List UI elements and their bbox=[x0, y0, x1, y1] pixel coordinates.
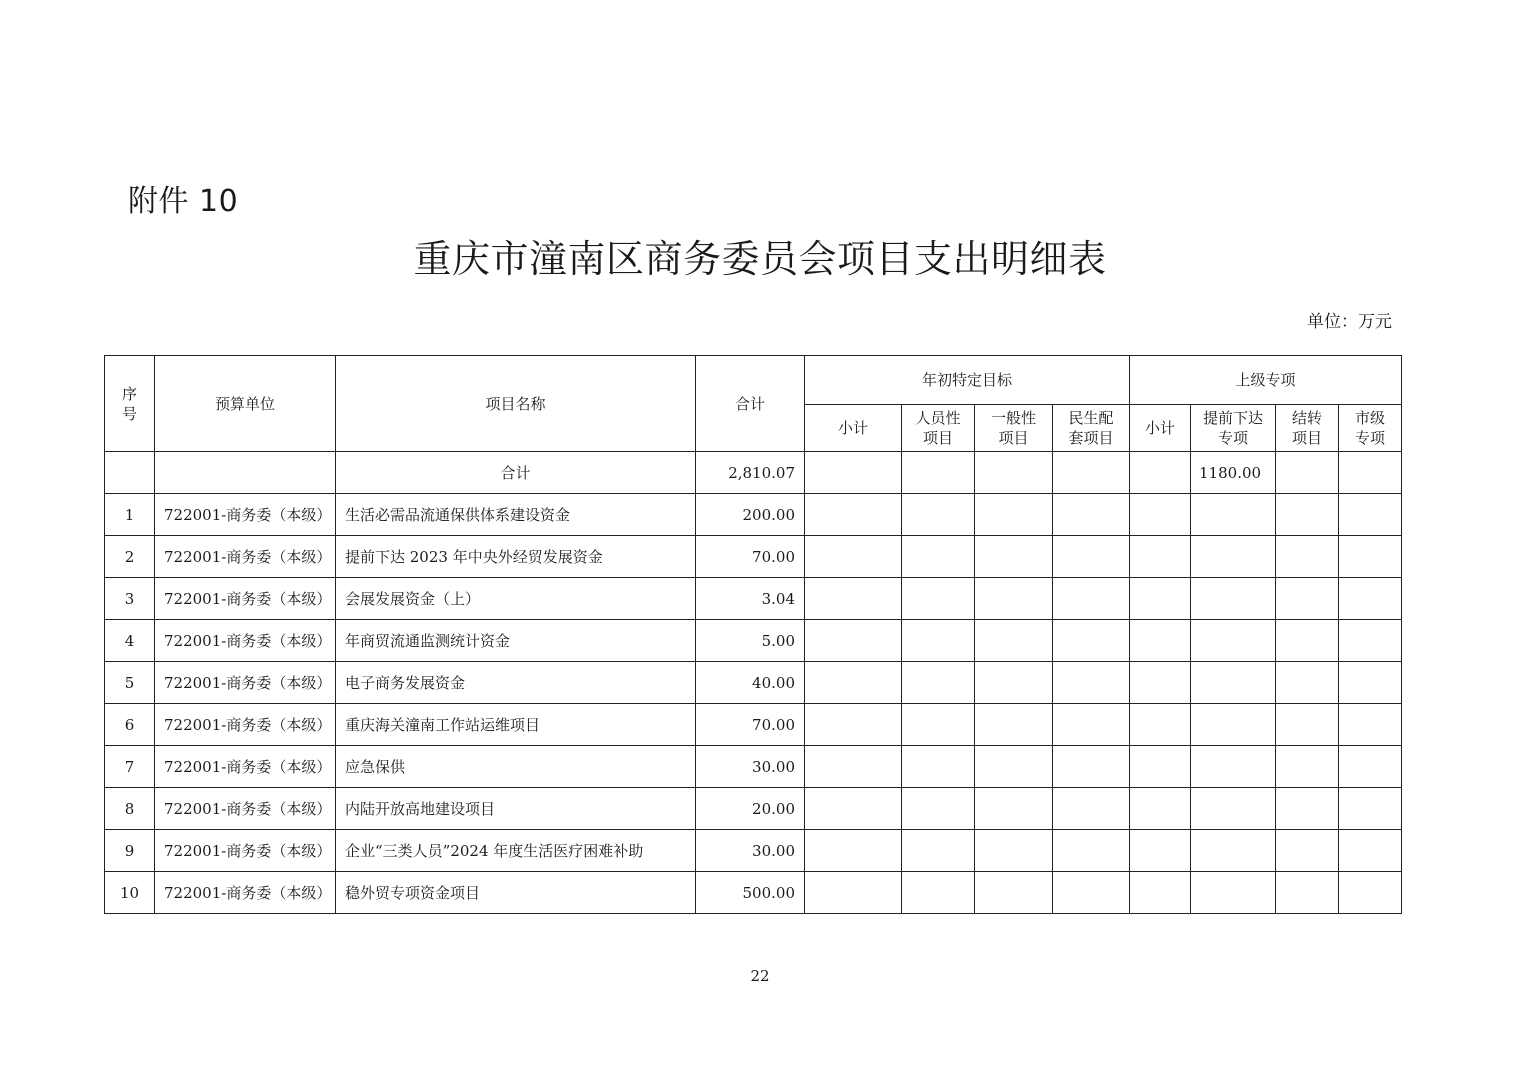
row-a-livelihood bbox=[1053, 872, 1130, 914]
row-a-subtotal bbox=[805, 620, 902, 662]
row-b-city bbox=[1339, 662, 1402, 704]
row-b-advance bbox=[1191, 704, 1276, 746]
row-b-city bbox=[1339, 872, 1402, 914]
row-project: 年商贸流通监测统计资金 bbox=[336, 620, 696, 662]
row-b-carryover bbox=[1276, 746, 1339, 788]
row-a-subtotal bbox=[805, 788, 902, 830]
row-a-general bbox=[975, 872, 1053, 914]
attachment-label: 附件 10 bbox=[128, 184, 239, 219]
summary-b-advance: 1180.00 bbox=[1191, 452, 1276, 494]
summary-unit bbox=[155, 452, 336, 494]
row-project: 生活必需品流通保供体系建设资金 bbox=[336, 494, 696, 536]
row-b-carryover bbox=[1276, 704, 1339, 746]
row-b-carryover bbox=[1276, 578, 1339, 620]
row-a-subtotal bbox=[805, 494, 902, 536]
row-b-carryover bbox=[1276, 536, 1339, 578]
row-b-advance bbox=[1191, 788, 1276, 830]
row-seq: 6 bbox=[105, 704, 155, 746]
summary-row bbox=[105, 452, 1402, 494]
row-a-general bbox=[975, 620, 1053, 662]
row-seq: 5 bbox=[105, 662, 155, 704]
row-seq: 4 bbox=[105, 620, 155, 662]
row-b-city bbox=[1339, 704, 1402, 746]
row-b-advance bbox=[1191, 494, 1276, 536]
row-a-livelihood bbox=[1053, 830, 1130, 872]
row-a-general bbox=[975, 536, 1053, 578]
row-unit: 722001-商务委（本级） bbox=[155, 746, 336, 788]
row-project: 会展发展资金（上） bbox=[336, 578, 696, 620]
row-a-personnel bbox=[902, 872, 975, 914]
row-b-carryover bbox=[1276, 620, 1339, 662]
unit-label: 单位：万元 bbox=[1307, 312, 1392, 332]
row-seq: 8 bbox=[105, 788, 155, 830]
row-b-advance bbox=[1191, 872, 1276, 914]
header-a-livelihood-text: 民生配套项目 bbox=[1068, 409, 1114, 447]
header-b-city-text: 市级专项 bbox=[1355, 409, 1386, 447]
table-row bbox=[105, 830, 1402, 872]
row-b-advance bbox=[1191, 662, 1276, 704]
summary-a-general bbox=[975, 452, 1053, 494]
row-project: 重庆海关潼南工作站运维项目 bbox=[336, 704, 696, 746]
row-b-advance bbox=[1191, 746, 1276, 788]
row-total: 3.04 bbox=[696, 578, 805, 620]
row-a-personnel bbox=[902, 830, 975, 872]
row-total: 70.00 bbox=[696, 704, 805, 746]
summary-b-city bbox=[1339, 452, 1402, 494]
table-row bbox=[105, 536, 1402, 578]
header-b-subtotal: 小计 bbox=[1130, 405, 1191, 452]
header-a-general bbox=[975, 405, 1053, 452]
row-unit: 722001-商务委（本级） bbox=[155, 872, 336, 914]
row-unit: 722001-商务委（本级） bbox=[155, 662, 336, 704]
header-group-annual: 年初特定目标 bbox=[805, 356, 1130, 405]
table-row bbox=[105, 662, 1402, 704]
header-a-personnel bbox=[902, 405, 975, 452]
row-seq: 3 bbox=[105, 578, 155, 620]
row-project: 提前下达 2023 年中央外经贸发展资金 bbox=[336, 536, 696, 578]
row-unit: 722001-商务委（本级） bbox=[155, 788, 336, 830]
summary-a-livelihood bbox=[1053, 452, 1130, 494]
summary-label: 合计 bbox=[336, 452, 696, 494]
row-total: 500.00 bbox=[696, 872, 805, 914]
table-row bbox=[105, 872, 1402, 914]
summary-seq bbox=[105, 452, 155, 494]
row-a-livelihood bbox=[1053, 662, 1130, 704]
row-a-subtotal bbox=[805, 536, 902, 578]
row-a-livelihood bbox=[1053, 578, 1130, 620]
header-a-subtotal: 小计 bbox=[805, 405, 902, 452]
row-project: 电子商务发展资金 bbox=[336, 662, 696, 704]
row-unit: 722001-商务委（本级） bbox=[155, 704, 336, 746]
summary-a-subtotal bbox=[805, 452, 902, 494]
row-a-general bbox=[975, 788, 1053, 830]
row-b-subtotal bbox=[1130, 494, 1191, 536]
row-a-livelihood bbox=[1053, 620, 1130, 662]
row-b-advance bbox=[1191, 830, 1276, 872]
row-a-personnel bbox=[902, 578, 975, 620]
row-a-personnel bbox=[902, 620, 975, 662]
row-a-subtotal bbox=[805, 746, 902, 788]
row-a-subtotal bbox=[805, 872, 902, 914]
header-a-general-text: 一般性项目 bbox=[990, 409, 1036, 447]
row-a-subtotal bbox=[805, 830, 902, 872]
row-b-carryover bbox=[1276, 872, 1339, 914]
row-project: 内陆开放高地建设项目 bbox=[336, 788, 696, 830]
table-row bbox=[105, 578, 1402, 620]
row-b-city bbox=[1339, 536, 1402, 578]
summary-a-personnel bbox=[902, 452, 975, 494]
row-unit: 722001-商务委（本级） bbox=[155, 578, 336, 620]
row-seq: 7 bbox=[105, 746, 155, 788]
row-a-personnel bbox=[902, 746, 975, 788]
row-total: 30.00 bbox=[696, 830, 805, 872]
row-total: 5.00 bbox=[696, 620, 805, 662]
row-b-subtotal bbox=[1130, 704, 1191, 746]
row-b-subtotal bbox=[1130, 662, 1191, 704]
row-seq: 10 bbox=[105, 872, 155, 914]
header-a-livelihood bbox=[1053, 405, 1130, 452]
table-row bbox=[105, 704, 1402, 746]
row-a-general bbox=[975, 662, 1053, 704]
row-a-general bbox=[975, 746, 1053, 788]
row-b-subtotal bbox=[1130, 536, 1191, 578]
table-row bbox=[105, 788, 1402, 830]
row-a-personnel bbox=[902, 788, 975, 830]
row-total: 200.00 bbox=[696, 494, 805, 536]
row-project: 企业“三类人员”2024 年度生活医疗困难补助 bbox=[336, 830, 696, 872]
row-b-advance bbox=[1191, 620, 1276, 662]
header-b-carryover bbox=[1276, 405, 1339, 452]
row-a-livelihood bbox=[1053, 788, 1130, 830]
row-a-personnel bbox=[902, 704, 975, 746]
row-a-general bbox=[975, 830, 1053, 872]
row-a-personnel bbox=[902, 536, 975, 578]
page-number: 22 bbox=[750, 967, 770, 985]
row-unit: 722001-商务委（本级） bbox=[155, 830, 336, 872]
row-b-subtotal bbox=[1130, 746, 1191, 788]
row-project: 应急保供 bbox=[336, 746, 696, 788]
header-b-advance bbox=[1191, 405, 1276, 452]
row-a-subtotal bbox=[805, 578, 902, 620]
row-b-carryover bbox=[1276, 494, 1339, 536]
row-a-general bbox=[975, 704, 1053, 746]
table-row bbox=[105, 494, 1402, 536]
row-a-subtotal bbox=[805, 704, 902, 746]
header-b-city bbox=[1339, 405, 1402, 452]
row-a-personnel bbox=[902, 662, 975, 704]
row-a-livelihood bbox=[1053, 536, 1130, 578]
row-unit: 722001-商务委（本级） bbox=[155, 494, 336, 536]
table-row bbox=[105, 620, 1402, 662]
row-seq: 1 bbox=[105, 494, 155, 536]
row-b-city bbox=[1339, 494, 1402, 536]
page-title: 重庆市潼南区商务委员会项目支出明细表 bbox=[413, 237, 1107, 281]
row-total: 70.00 bbox=[696, 536, 805, 578]
row-unit: 722001-商务委（本级） bbox=[155, 536, 336, 578]
row-b-city bbox=[1339, 578, 1402, 620]
row-b-carryover bbox=[1276, 830, 1339, 872]
row-unit: 722001-商务委（本级） bbox=[155, 620, 336, 662]
row-b-carryover bbox=[1276, 788, 1339, 830]
expenditure-table bbox=[104, 355, 1402, 914]
row-b-subtotal bbox=[1130, 578, 1191, 620]
header-b-carryover-text: 结转项目 bbox=[1292, 409, 1323, 447]
row-total: 30.00 bbox=[696, 746, 805, 788]
header-b-advance-text: 提前下达专项 bbox=[1203, 409, 1264, 447]
row-total: 40.00 bbox=[696, 662, 805, 704]
table-row bbox=[105, 746, 1402, 788]
row-b-city bbox=[1339, 788, 1402, 830]
row-b-advance bbox=[1191, 536, 1276, 578]
header-seq-text: 序号 bbox=[121, 384, 137, 423]
row-a-livelihood bbox=[1053, 746, 1130, 788]
row-project: 稳外贸专项资金项目 bbox=[336, 872, 696, 914]
row-a-livelihood bbox=[1053, 494, 1130, 536]
header-unit: 预算单位 bbox=[155, 356, 336, 452]
row-b-city bbox=[1339, 746, 1402, 788]
header-group-superior: 上级专项 bbox=[1130, 356, 1402, 405]
row-b-carryover bbox=[1276, 662, 1339, 704]
row-b-subtotal bbox=[1130, 872, 1191, 914]
row-a-livelihood bbox=[1053, 704, 1130, 746]
row-b-advance bbox=[1191, 578, 1276, 620]
row-a-subtotal bbox=[805, 662, 902, 704]
header-seq bbox=[105, 356, 155, 452]
row-b-city bbox=[1339, 830, 1402, 872]
row-b-subtotal bbox=[1130, 830, 1191, 872]
row-b-city bbox=[1339, 620, 1402, 662]
row-seq: 2 bbox=[105, 536, 155, 578]
row-a-general bbox=[975, 578, 1053, 620]
row-a-general bbox=[975, 494, 1053, 536]
header-a-personnel-text: 人员性项目 bbox=[915, 409, 961, 447]
row-total: 20.00 bbox=[696, 788, 805, 830]
summary-total: 2,810.07 bbox=[696, 452, 805, 494]
row-b-subtotal bbox=[1130, 788, 1191, 830]
row-seq: 9 bbox=[105, 830, 155, 872]
summary-b-carryover bbox=[1276, 452, 1339, 494]
row-b-subtotal bbox=[1130, 620, 1191, 662]
summary-b-subtotal bbox=[1130, 452, 1191, 494]
header-project: 项目名称 bbox=[336, 356, 696, 452]
row-a-personnel bbox=[902, 494, 975, 536]
header-total: 合计 bbox=[696, 356, 805, 452]
